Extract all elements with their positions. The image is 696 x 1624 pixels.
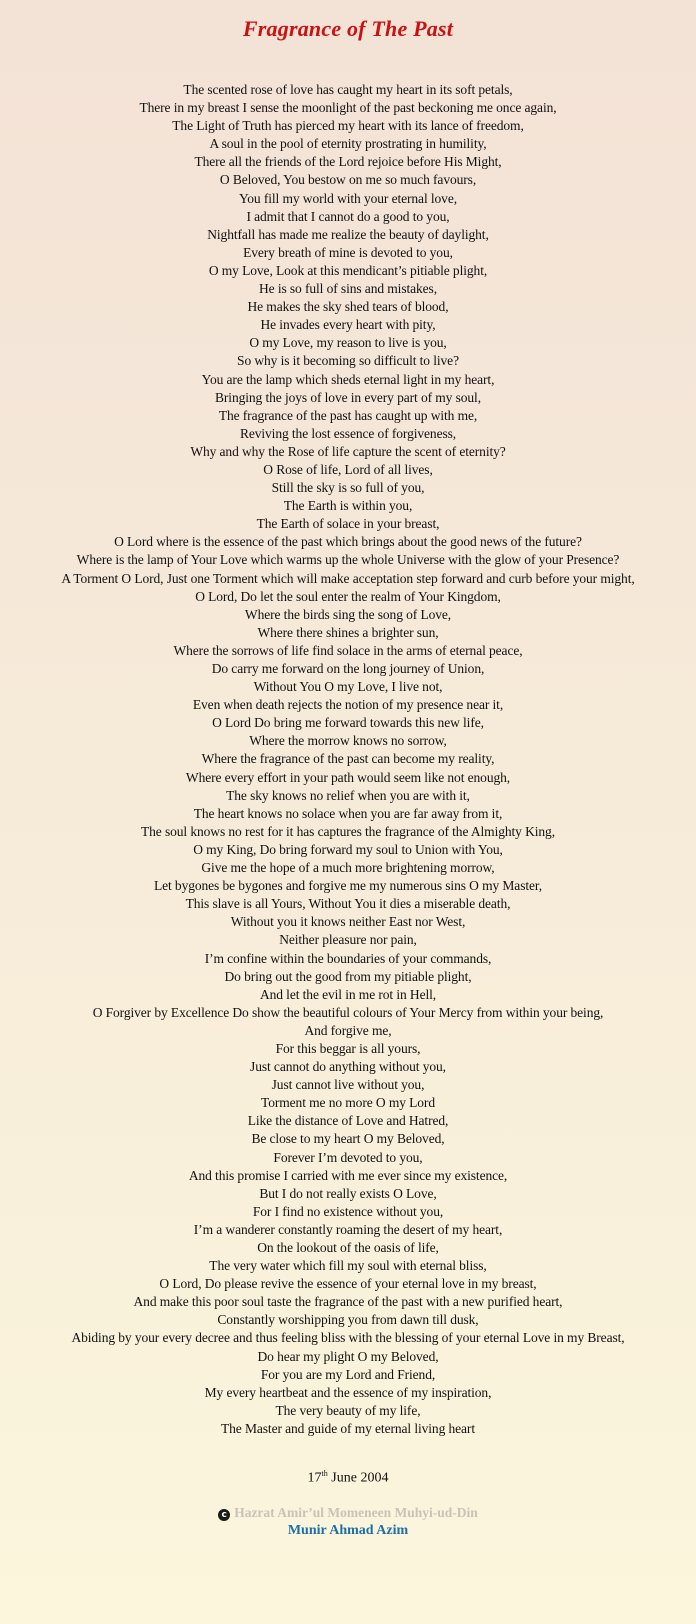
poem-line: The sky knows no relief when you are with it, — [226, 787, 470, 803]
poem-title: Fragrance of The Past — [242, 16, 454, 41]
poem-line: Reviving the lost essence of forgiveness, — [239, 425, 457, 441]
poem-line: He makes the sky shed tears of blood, — [247, 299, 449, 315]
poem-line: Neither pleasure nor pain, — [279, 932, 417, 948]
poem-line: Abiding by your every decree and thus feeling bliss with the blessing of your eternal Love in my Breast, — [71, 1330, 625, 1346]
poem-line: Where the morrow knows no sorrow, — [249, 733, 447, 749]
poem-line: Where every effort in your path would seem like not enough, — [185, 769, 511, 785]
poem-date — [0, 1469, 696, 1487]
poem-line: O my Love, my reason to live is you, — [249, 335, 447, 351]
poem-line: O my Love, Look at this mendicant’s pitiable plight, — [208, 262, 488, 278]
poem-line: The scented rose of love has caught my heart in its soft petals, — [183, 82, 513, 97]
poem-line: Be close to my heart O my Beloved, — [251, 1131, 445, 1147]
poem-line: A soul in the pool of eternity prostrating in humility, — [209, 136, 487, 152]
poem-line: For I find no existence without you, — [252, 1203, 444, 1219]
author-name: Munir Ahmad Azim — [287, 1523, 409, 1538]
poem-line: O Forgiver by Excellence Do show the beautiful colours of Your Mercy from within your being, — [92, 1004, 604, 1020]
poem-line: For you are my Lord and Friend, — [260, 1366, 436, 1382]
poem-line: But I do not really exists O Love, — [259, 1185, 437, 1201]
poem-line: O Lord where is the essence of the past which brings about the good news of the future? — [114, 534, 582, 550]
poem-line: He is so full of sins and mistakes, — [259, 281, 437, 297]
poem-line: Bringing the joys of love in every part of my soul, — [215, 389, 481, 405]
poem-line: A Torment O Lord, Just one Torment which will make acceptation step forward and curb before your might, — [61, 570, 635, 586]
poem-line: On the lookout of the oasis of life, — [257, 1240, 439, 1255]
poem-line: He invades every heart with pity, — [260, 317, 436, 333]
poem-line: Give me the hope of a much more brightening morrow, — [201, 860, 495, 876]
poem-line: Do hear my plight O my Beloved, — [257, 1348, 439, 1364]
poem-body — [0, 81, 696, 1438]
poem-line: Where there shines a brighter sun, — [257, 624, 439, 640]
poem-line: Where the birds sing the song of Love, — [244, 606, 452, 622]
poem-line: Where the fragrance of the past can become my reality, — [201, 751, 495, 767]
poem-line: The fragrance of the past has caught up with me, — [218, 407, 478, 423]
poem-line: Torment me no more O my Lord — [261, 1095, 435, 1111]
poem-line: O Rose of life, Lord of all lives, — [263, 461, 433, 477]
poem-line: For this beggar is all yours, — [275, 1040, 421, 1056]
date-day: 17 — [307, 1470, 322, 1486]
poem-line: Why and why the Rose of life capture the scent of eternity? — [190, 443, 506, 459]
poem-line: I’m a wanderer constantly roaming the desert of my heart, — [193, 1221, 503, 1237]
credit-text: Hazrat Amir’ul Momeneen Muhyi-ud-Din — [234, 1505, 478, 1520]
copyright-icon: c — [218, 1509, 230, 1521]
poem-line: The Earth is within you, — [283, 498, 413, 514]
poem-line: Still the sky is so full of you, — [271, 480, 425, 496]
poem-line: My every heartbeat and the essence of my inspiration, — [204, 1384, 492, 1400]
poem-line: And make this poor soul taste the fragrance of the past with a new purified heart, — [133, 1294, 563, 1310]
date-rest: June 2004 — [327, 1470, 389, 1486]
poem-line: Forever I’m devoted to you, — [273, 1149, 423, 1165]
poem-line: Constantly worshipping you from dawn till dusk, — [217, 1312, 479, 1328]
poem-line: Every breath of mine is devoted to you, — [243, 244, 453, 260]
poem-line: There in my breast I sense the moonlight of the past beckoning me once again, — [139, 100, 557, 116]
poem-line: O Lord, Do let the soul enter the realm of Your Kingdom, — [195, 588, 501, 604]
poem-line: Without you it knows neither East nor West, — [230, 914, 466, 930]
poem-line: The very water which fill my soul with eternal bliss, — [209, 1258, 487, 1274]
poem-line: You are the lamp which sheds eternal light in my heart, — [201, 371, 495, 387]
poem-line: O my King, Do bring forward my soul to Union with You, — [193, 841, 503, 857]
poem-line: O Lord, Do please revive the essence of your eternal love in my breast, — [159, 1276, 537, 1292]
poem-line: Do bring out the good from my pitiable plight, — [224, 968, 472, 984]
poem-line: O Beloved, You bestow on me so much favours, — [219, 172, 477, 188]
poem-line: Without You O my Love, I live not, — [253, 679, 443, 695]
poem-line: This slave is all Yours, Without You it dies a miserable death, — [185, 896, 511, 912]
poem-line: Like the distance of Love and Hatred, — [247, 1113, 449, 1129]
poem-line: O Lord Do bring me forward towards this new life, — [212, 715, 484, 731]
poem-line: So why is it becoming so difficult to live? — [237, 353, 459, 369]
poem-line: And forgive me, — [304, 1022, 392, 1038]
poem-line: I admit that I cannot do a good to you, — [246, 208, 450, 224]
poem-line: The very beauty of my life, — [275, 1402, 421, 1418]
poem-line: The Light of Truth has pierced my heart with its lance of freedom, — [172, 118, 524, 134]
poem-line: The soul knows no rest for it has captures the fragrance of the Almighty King, — [141, 823, 555, 839]
poem-line: The heart knows no solace when you are far away from it, — [193, 805, 503, 821]
poem-line: There all the friends of the Lord rejoice before His Might, — [194, 154, 502, 170]
poem-line: Where is the lamp of Your Love which warms up the whole Universe with the glow of your Presence? — [76, 552, 620, 568]
poem-line: And let the evil in me rot in Hell, — [259, 986, 437, 1002]
poem-line: Just cannot do anything without you, — [250, 1059, 446, 1075]
poem-line: I’m confine within the boundaries of your commands, — [204, 950, 492, 966]
poem-line: Nightfall has made me realize the beauty of daylight, — [207, 226, 489, 242]
poem-line: Let bygones be bygones and forgive me my numerous sins O my Master, — [153, 878, 543, 894]
poem-line: The Earth of solace in your breast, — [256, 516, 440, 532]
date-suffix: th — [321, 1469, 328, 1478]
poem-line: The Master and guide of my eternal living heart — [221, 1420, 475, 1436]
poem-line: Where the sorrows of life find solace in the arms of eternal peace, — [173, 642, 523, 658]
copyright-credit — [0, 1505, 696, 1521]
poem-line: And this promise I carried with me ever since my existence, — [188, 1167, 508, 1183]
poem-line: Even when death rejects the notion of my presence near it, — [192, 697, 504, 713]
poem-line: You fill my world with your eternal love, — [238, 190, 457, 206]
poem-line: Do carry me forward on the long journey of Union, — [211, 661, 485, 676]
poem-line: Just cannot live without you, — [271, 1077, 425, 1093]
